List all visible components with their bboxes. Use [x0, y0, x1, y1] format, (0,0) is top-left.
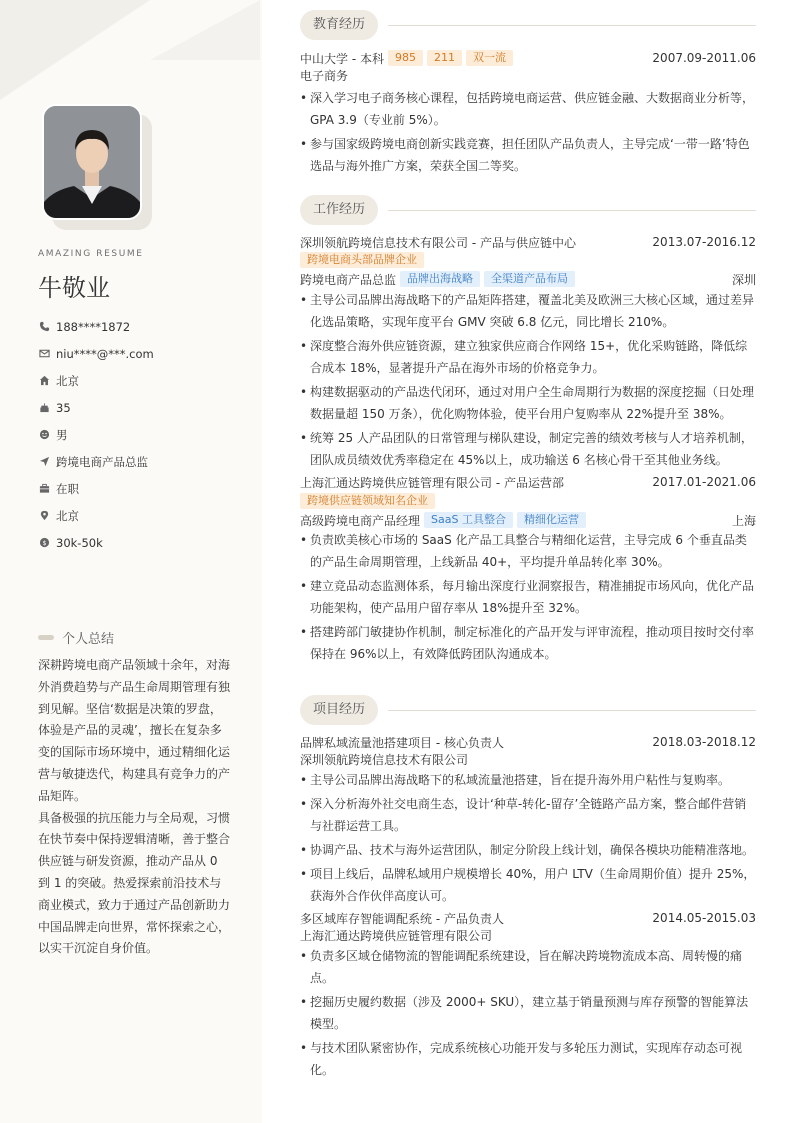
job-role-tag: 品牌出海战略 [400, 271, 480, 287]
education-bullets [300, 87, 756, 177]
education-tag: 211 [427, 50, 462, 66]
job-role-tag: SaaS 工具整合 [424, 512, 513, 528]
section-divider [388, 210, 756, 211]
info-target-city-text: 北京 [56, 508, 79, 523]
job-city: 深圳 [731, 272, 756, 287]
list-item: • 主导公司品牌出海战略下的产品矩阵搭建，覆盖北美及欧洲三大核心区域，通过差异化选品策略，实现年度平台 GMV 突破 6.8 亿元，同比增长 210%。 [300, 289, 756, 333]
info-target-position-text: 跨境电商产品总监 [56, 454, 148, 469]
info-phone [38, 313, 154, 340]
job-company: 深圳领航跨境信息技术有限公司 - 产品与供应链中心 [300, 235, 576, 250]
project-bullets [300, 769, 756, 907]
education-school-row [300, 49, 756, 67]
avatar [42, 104, 142, 220]
resume-tagline: AMAZING RESUME [38, 249, 144, 259]
list-item: • 建立竞品动态监测体系，每月输出深度行业洞察报告，精准捕捉市场风向，优化产品功能架构，使产品用户留存率从 18%提升至 32%。 [300, 575, 756, 619]
job-date: 2017.01-2021.06 [652, 475, 756, 489]
info-target-position [38, 448, 154, 475]
work-header [300, 195, 756, 225]
job-company-tag-row [300, 251, 756, 269]
section-divider [388, 25, 756, 26]
home-icon [38, 375, 50, 387]
info-email-text: niu****@***.com [56, 346, 154, 361]
job-bullets [300, 289, 756, 471]
svg-text:$: $ [41, 538, 47, 547]
job-company-tag: 跨境供应链领域知名企业 [300, 493, 435, 509]
job-role-left [300, 512, 586, 529]
job-role-row [300, 511, 756, 529]
info-salary-text: 30k-50k [56, 535, 103, 550]
education-date: 2007.09-2011.06 [652, 51, 756, 65]
avatar-photo [44, 106, 140, 218]
job-role: 跨境电商产品总监 [300, 272, 397, 287]
cake-icon [38, 402, 50, 414]
job-role: 高级跨境电商产品经理 [300, 513, 421, 528]
info-age [38, 394, 154, 421]
info-residence-text: 北京 [56, 373, 79, 388]
info-salary [38, 529, 154, 556]
education-section [300, 10, 756, 179]
job-company-row [300, 233, 756, 251]
education-major: 电子商务 [300, 69, 349, 83]
info-age-text: 35 [56, 400, 71, 415]
gender-icon [38, 429, 50, 441]
education-title: 教育经历 [300, 10, 378, 40]
project-bullets [300, 945, 756, 1081]
job-entry-1 [300, 233, 756, 471]
list-item: • 负责多区域仓储物流的智能调配系统建设，旨在解决跨境物流成本高、周转慢的痛点。 [300, 945, 756, 989]
info-gender-text: 男 [56, 427, 68, 442]
info-target-city [38, 502, 154, 529]
list-item: • 项目上线后，品牌私域用户规模增长 40%，用户 LTV（生命周期价值）提升 25%，获海外合作伙伴高度认可。 [300, 863, 756, 907]
job-bullets [300, 529, 756, 665]
send-icon [38, 456, 50, 468]
education-school-left [300, 50, 513, 67]
info-gender [38, 421, 154, 448]
education-tag: 985 [388, 50, 423, 66]
contact-info-list [38, 313, 154, 556]
project-date: 2018.03-2018.12 [652, 735, 756, 749]
summary-heading-text: 个人总结 [62, 632, 115, 647]
job-entry-2 [300, 473, 756, 665]
education-tag: 双一流 [466, 50, 513, 66]
section-divider [388, 710, 756, 711]
project-name: 品牌私域流量池搭建项目 - 核心负责人 [300, 735, 504, 750]
job-company-row [300, 473, 756, 491]
list-item: • 挖掘历史履约数据（涉及 2000+ SKU），建立基于销量预测与库存预警的智能算法模型。 [300, 991, 756, 1035]
summary-paragraph-1: 深耕跨境电商产品领域十余年，对海外消费趋势与产品生命周期管理有独到见解。坚信‘数据是决策的罗盘，体验是产品的灵魂’，擅长在复杂多变的国际市场环境中，通过精细化运营与敏捷迭代，构建具有竞争力的产品矩阵。 [38, 658, 231, 803]
project-entry-1 [300, 733, 756, 907]
work-section [300, 195, 756, 667]
sidebar-decoration-2 [150, 0, 260, 60]
projects-header [300, 695, 756, 725]
project-name-row [300, 733, 756, 751]
list-item: • 参与国家级跨境电商创新实践竞赛，担任团队产品负责人，主导完成‘一带一路’特色选品与海外推广方案，荣获全国二等奖。 [300, 133, 756, 177]
job-date: 2013.07-2016.12 [652, 235, 756, 249]
project-org: 深圳领航跨境信息技术有限公司 [300, 753, 469, 767]
job-company: 上海汇通达跨境供应链管理有限公司 - 产品运营部 [300, 475, 564, 490]
job-city: 上海 [731, 513, 756, 528]
salary-icon [38, 537, 50, 549]
list-item: • 深入学习电子商务核心课程，包括跨境电商运营、供应链金融、大数据商业分析等，GPA 3.9（专业前 5%）。 [300, 87, 756, 131]
sidebar [0, 0, 262, 1123]
education-header [300, 10, 756, 40]
job-role-row [300, 269, 756, 289]
info-email [38, 340, 154, 367]
summary-body [38, 655, 230, 960]
sidebar-decoration [0, 0, 150, 100]
project-name-row [300, 909, 756, 927]
projects-title: 项目经历 [300, 695, 378, 725]
info-status [38, 475, 154, 502]
list-item: • 构建数据驱动的产品迭代闭环，通过对用户全生命周期行为数据的深度挖掘（日处理数据量超 150 万条），优化购物体验，使平台用户复购率从 22%提升至 38%。 [300, 381, 756, 425]
work-title: 工作经历 [300, 195, 378, 225]
info-phone-text: 188****1872 [56, 319, 131, 334]
mail-icon [38, 348, 50, 360]
project-org: 上海汇通达跨境供应链管理有限公司 [300, 929, 493, 943]
list-item: • 协调产品、技术与海外运营团队，制定分阶段上线计划，确保各模块功能精准落地。 [300, 839, 756, 861]
briefcase-icon [38, 483, 50, 495]
summary-paragraph-2: 具备极强的抗压能力与全局观，习惯在快节奏中保持逻辑清晰，善于整合供应链与研发资源，推动产品从 0 到 1 的突破。热爱探索前沿技术与商业模式，致力于通过产品创新助力中国品牌走向世界，常怀探索之心，以实干沉淀自身价值。 [38, 810, 231, 956]
location-pin-icon [38, 510, 50, 522]
list-item: • 统筹 25 人产品团队的日常管理与梯队建设，制定完善的绩效考核与人才培养机制，团队成员绩效优秀率稳定在 45%以上，成功输送 6 名核心骨干至其他业务线。 [300, 427, 756, 471]
project-entry-2 [300, 909, 756, 1081]
candidate-name: 牛敬业 [38, 274, 110, 302]
job-role-tag: 全渠道产品布局 [484, 271, 575, 287]
summary-heading [38, 628, 114, 647]
info-status-text: 在职 [56, 481, 79, 496]
list-item: • 负责欧美核心市场的 SaaS 化产品工具整合与精细化运营，主导完成 6 个垂直品类的产品生命周期管理，上线新品 40+，平均提升单品转化率 30%。 [300, 529, 756, 573]
list-item: • 深入分析海外社交电商生态，设计‘种草-转化-留存’全链路产品方案，整合邮件营销与社群运营工具。 [300, 793, 756, 837]
education-school: 中山大学 - 本科 [300, 51, 384, 66]
job-role-tag: 精细化运营 [517, 512, 586, 528]
project-name: 多区域库存智能调配系统 - 产品负责人 [300, 911, 504, 926]
summary-heading-bar [38, 635, 54, 640]
info-residence [38, 367, 154, 394]
job-company-tag: 跨境电商头部品牌企业 [300, 252, 424, 268]
list-item: • 深度整合海外供应链资源，建立独家供应商合作网络 15+，优化采购链路，降低综合成本 18%，显著提升产品在海外市场的价格竞争力。 [300, 335, 756, 379]
avatar-frame [42, 104, 152, 230]
job-company-tag-row [300, 491, 756, 511]
list-item: • 与技术团队紧密协作，完成系统核心功能开发与多轮压力测试，实现库存动态可视化。 [300, 1037, 756, 1081]
project-date: 2014.05-2015.03 [652, 911, 756, 925]
phone-icon [38, 321, 50, 333]
job-role-left [300, 271, 575, 288]
list-item: • 主导公司品牌出海战略下的私域流量池搭建，旨在提升海外用户粘性与复购率。 [300, 769, 756, 791]
list-item: • 搭建跨部门敏捷协作机制，制定标准化的产品开发与评审流程，推动项目按时交付率保持在 96%以上，有效降低跨团队沟通成本。 [300, 621, 756, 665]
projects-section [300, 695, 756, 1083]
